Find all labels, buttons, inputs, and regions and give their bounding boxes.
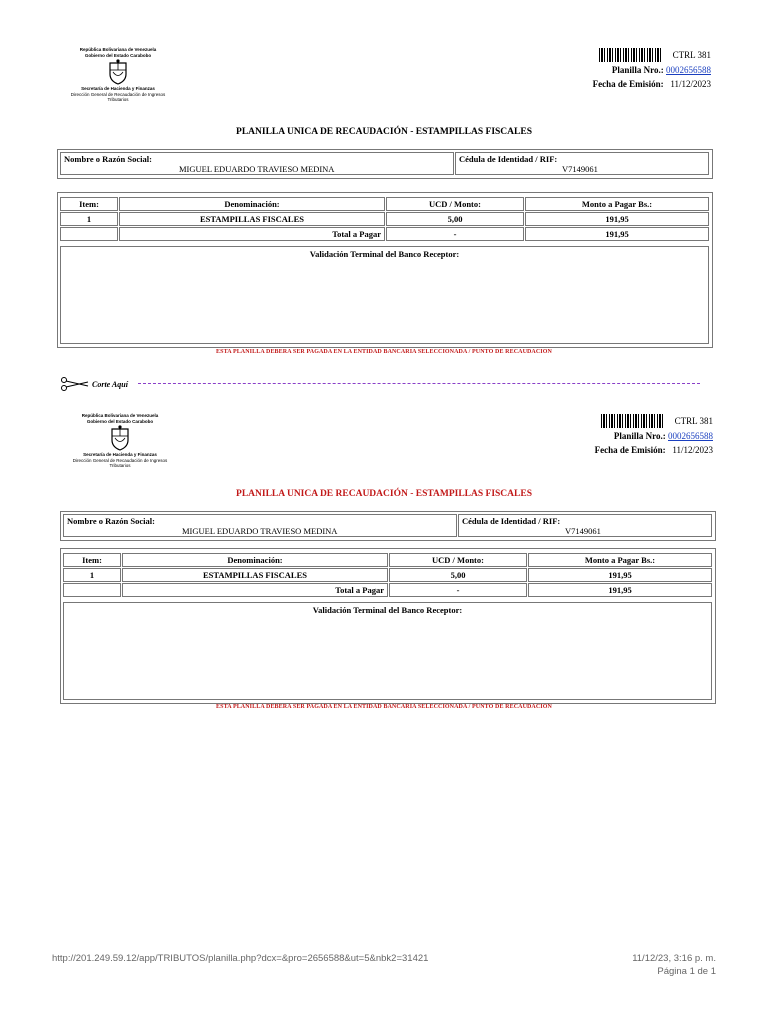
table-header: Monto a Pagar Bs.: bbox=[525, 197, 709, 211]
fecha-label: Fecha de Emisión: bbox=[594, 445, 666, 455]
total-amount: 191,95 bbox=[528, 583, 712, 597]
id-value: V7149061 bbox=[565, 526, 601, 536]
table-header: UCD / Monto: bbox=[386, 197, 524, 211]
total-amount: 191,95 bbox=[525, 227, 709, 241]
total-label: Total a Pagar bbox=[122, 583, 388, 597]
table-header: Monto a Pagar Bs.: bbox=[528, 553, 712, 567]
total-ucd: - bbox=[386, 227, 524, 241]
logo-line: Tributarios bbox=[109, 463, 131, 468]
table-cell: 5,00 bbox=[389, 568, 527, 582]
cut-here-line bbox=[60, 377, 700, 391]
id-field bbox=[458, 514, 712, 537]
fecha-label: Fecha de Emisión: bbox=[592, 79, 664, 89]
id-field bbox=[455, 152, 709, 175]
print-footer-url: http://201.249.59.12/app/TRIBUTOS/planilla.php?dcx=&pro=2656588&ut=5&nbk2=31421 bbox=[52, 953, 429, 964]
table-cell: 5,00 bbox=[386, 212, 524, 226]
document-header-info bbox=[571, 47, 711, 91]
table-cell: 1 bbox=[60, 212, 118, 226]
table-cell: 1 bbox=[63, 568, 121, 582]
total-label: Total a Pagar bbox=[119, 227, 385, 241]
control-number: CTRL 381 bbox=[672, 50, 711, 60]
payment-notice: ESTA PLANILLA DEBERA SER PAGADA EN LA ENTIDAD BANCARIA SELECCIONADA / PUNTO DE RECAUDACION bbox=[216, 704, 552, 710]
id-label: Cédula de Identidad / RIF: bbox=[459, 154, 558, 164]
planilla-number-link[interactable]: 0002656588 bbox=[668, 431, 713, 441]
table-cell: ESTAMPILLAS FISCALES bbox=[122, 568, 388, 582]
fecha-value: 11/12/2023 bbox=[670, 79, 711, 89]
control-number: CTRL 381 bbox=[674, 416, 713, 426]
page-title: PLANILLA UNICA DE RECAUDACIÓN - ESTAMPILLAS FISCALES bbox=[236, 489, 532, 499]
table-cell: ESTAMPILLAS FISCALES bbox=[119, 212, 385, 226]
taxpayer-box bbox=[57, 149, 713, 179]
table-cell: 191,95 bbox=[525, 212, 709, 226]
logo-line: Tributarios bbox=[107, 97, 129, 102]
cut-dashed-line bbox=[138, 383, 700, 384]
table-header: Denominación: bbox=[119, 197, 385, 211]
logo-line: República Bolivariana de Venezuela bbox=[81, 413, 159, 418]
bank-validation-label: Validación Terminal del Banco Receptor: bbox=[309, 249, 460, 259]
logo-line: Secretaría de Hacienda y Finanzas bbox=[83, 452, 157, 457]
page-title: PLANILLA UNICA DE RECAUDACIÓN - ESTAMPILLAS FISCALES bbox=[236, 127, 532, 137]
document-header-info bbox=[573, 413, 713, 457]
logo-line: Secretaría de Hacienda y Finanzas bbox=[81, 86, 155, 91]
taxpayer-box bbox=[60, 511, 716, 541]
logo-line: Gobierno del Estado Carabobo bbox=[86, 418, 154, 424]
name-label: Nombre o Razón Social: bbox=[67, 516, 155, 526]
planilla-number-link[interactable]: 0002656588 bbox=[666, 65, 711, 75]
table-cell-empty bbox=[60, 227, 118, 241]
bank-validation-area bbox=[60, 246, 709, 344]
id-value: V7149061 bbox=[562, 164, 598, 174]
planilla-label: Planilla Nro.: bbox=[611, 65, 664, 75]
total-ucd: - bbox=[389, 583, 527, 597]
table-cell: 191,95 bbox=[528, 568, 712, 582]
table-header: Item: bbox=[60, 197, 118, 211]
items-table bbox=[60, 548, 716, 704]
name-value: MIGUEL EDUARDO TRAVIESO MEDINA bbox=[182, 526, 338, 536]
coat-of-arms-icon bbox=[107, 59, 129, 85]
scissors-icon bbox=[60, 377, 90, 391]
barcode-icon bbox=[599, 48, 663, 62]
coat-of-arms-icon bbox=[109, 425, 131, 451]
logo-line: República Bolivariana de Venezuela bbox=[79, 47, 157, 52]
government-logo bbox=[58, 47, 178, 109]
table-header: Item: bbox=[63, 553, 121, 567]
logo-line: Dirección General de Recaudación de Ingresos bbox=[70, 91, 166, 97]
print-footer-page: Página 1 de 1 bbox=[657, 966, 716, 977]
name-field bbox=[60, 152, 454, 175]
name-field bbox=[63, 514, 457, 537]
logo-line: Gobierno del Estado Carabobo bbox=[84, 52, 152, 58]
name-value: MIGUEL EDUARDO TRAVIESO MEDINA bbox=[179, 164, 335, 174]
bank-validation-area bbox=[63, 602, 712, 700]
government-logo bbox=[60, 413, 180, 475]
name-label: Nombre o Razón Social: bbox=[64, 154, 152, 164]
logo-line: Dirección General de Recaudación de Ingresos bbox=[72, 457, 168, 463]
items-table bbox=[57, 192, 713, 348]
bank-validation-label: Validación Terminal del Banco Receptor: bbox=[312, 605, 463, 615]
table-cell-empty bbox=[63, 583, 121, 597]
table-header: Denominación: bbox=[122, 553, 388, 567]
planilla-label: Planilla Nro.: bbox=[613, 431, 666, 441]
payment-notice: ESTA PLANILLA DEBERA SER PAGADA EN LA ENTIDAD BANCARIA SELECCIONADA / PUNTO DE RECAUDACION bbox=[216, 349, 552, 355]
fecha-value: 11/12/2023 bbox=[672, 445, 713, 455]
cut-here-label: Corte Aquí bbox=[92, 380, 128, 389]
print-footer-datetime: 11/12/23, 3:16 p. m. bbox=[632, 953, 716, 964]
barcode-icon bbox=[601, 414, 665, 428]
id-label: Cédula de Identidad / RIF: bbox=[462, 516, 561, 526]
table-header: UCD / Monto: bbox=[389, 553, 527, 567]
